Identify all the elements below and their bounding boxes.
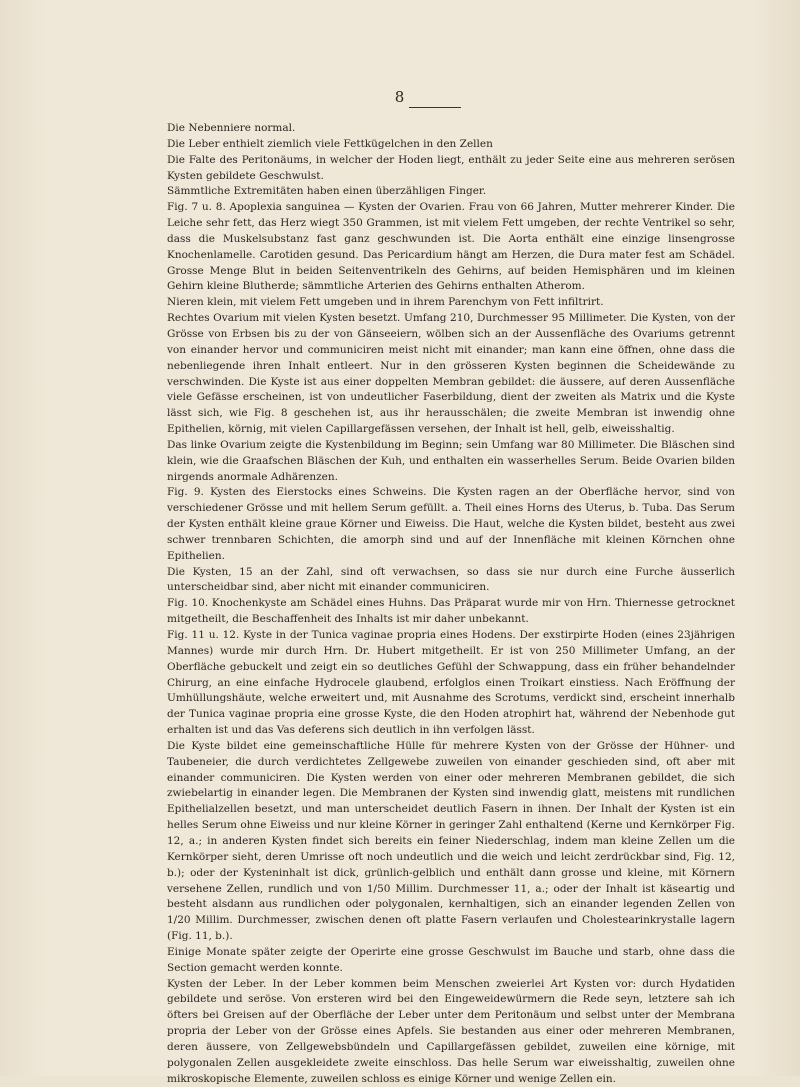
paragraph: Die Leber enthielt ziemlich viele Fettkügelchen in den Zellen xyxy=(167,137,493,150)
paragraph: Fig. 9. Kysten des Eierstocks eines Schweins. Die Kysten ragen an der Oberfläche hervor, sind von verschiedener Grösse und mit hellem Serum gefüllt. a. Theil eines Horns des Uterus, b. Tuba. Das Serum der Kysten enthält kleine graue Körner und Eiweiss. Die Haut, welche die Kysten bildet, besteht aus zwei schwer trennbaren Schichten, die amorph sind und auf der Innenfläche mit kleinen Körnchen ohne Epithelien. xyxy=(167,486,735,562)
page-number-rule xyxy=(409,107,461,108)
paragraph: Einige Monate später zeigte der Operirte eine grosse Geschwulst im Bauche und starb, ohne dass die Section gemacht werden konnte. xyxy=(167,945,735,974)
paragraph: Die Kyste bildet eine gemeinschaftliche Hülle für mehrere Kysten von der Grösse der Hühner- und Taubeneier, die durch verdichtetes Zellgewebe zuweilen von einander geschieden sind, oft aber mit einander communiciren. Die Kysten werden von einer oder mehreren Membranen gebildet, die sich zwiebelartig in einander legen. Die Membranen der Kysten sind inwendig glatt, meistens mit rundlichen Epithelialzellen besetzt, und man unterscheidet deutlich Fasern in ihnen. Der Inhalt der Kysten ist ein helles Serum ohne Eiweiss und nur kleine Körner in geringer Zahl enthaltend (Kerne und Kernkörper Fig. 12, a.; in anderen Kysten findet sich bereits ein feiner Niederschlag, indem man kleine Zellen um die Kernkörper sieht, deren Umrisse oft noch undeutlich und die weich und leicht zerdrückbar sind, Fig. 12, b.); oder der Kysteninhalt ist dick, grünlich-gelblich und enthält dann grosse und kleine, mit Körnern versehene Zellen, rundlich und von 1/50 Millim. Durchmesser 11, a.; oder der Inhalt ist käseartig und besteht alsdann aus rundlichen oder polygonalen, kernhaltigen, sich an einander legenden Zellen von 1/20 Millim. Durchmesser, zwischen denen oft platte Fasern verlaufen und Cholestearinkrystalle lagern (Fig. 11, b.). xyxy=(167,739,735,943)
page-number: 8 xyxy=(394,88,406,106)
paragraph: Rechtes Ovarium mit vielen Kysten besetzt. Umfang 210, Durchmesser 95 Millimeter. Die Kysten, von der Grösse von Erbsen bis zu der von Gänseeiern, wölben sich an der Aussenfläche des Ovariums getrennt von einander hervor und communiciren meist nicht mit einander; man kann eine öffnen, ohne dass die nebenliegende ihren Inhalt entleert. Nur in den grösseren Kysten beginnen die Scheidewände zu verschwinden. Die Kyste ist aus einer doppelten Membran gebildet: die äussere, auf deren Aussenfläche viele Gefässe erscheinen, ist von undeutlicher Faserbildung, dient der zweiten als Matrix und die Kyste lässt sich, wie Fig. 8 geschehen ist, aus ihr herausschälen; die zweite Membran ist inwendig ohne Epithelien, körnig, mit vielen Capillargefässen versehen, der Inhalt ist hell, gelb, eiweisshaltig. xyxy=(167,312,735,436)
paragraph: Sämmtliche Extremitäten haben einen überzähligen Finger. xyxy=(167,185,487,198)
body-text xyxy=(167,121,735,1087)
paragraph: Kysten der Leber. In der Leber kommen beim Menschen zweierlei Art Kysten vor: durch Hydatiden gebildete und seröse. Von ersteren wird bei den Eingeweidewürmern die Rede seyn, letztere sah ich öfters bei Greisen auf der Oberfläche der Leber unter dem Peritonäum und selbst unter der Membrana propria der Leber von der Grösse eines Apfels. Sie bestanden aus einer oder mehreren Membranen, deren äussere, von Zellgewebsbündeln und Capillargefässen gebildet, zuweilen eine körnige, mit polygonalen Zellen ausgekleidete zweite einschloss. Das helle Serum war eiweisshaltig, zuweilen ohne mikroskopische Elemente, zuweilen schloss es einige Körner und wenige Zellen ein. xyxy=(167,977,735,1085)
paragraph: Fig. 11 u. 12. Kyste in der Tunica vaginae propria eines Hodens. Der exstirpirte Hoden (eines 23jährigen Mannes) wurde mir durch Hrn. Dr. Hubert mitgetheilt. Er ist von 250 Millimeter Umfang, an der Oberfläche gebuckelt und zeigt ein so deutliches Gefühl der Schwappung, dass ein früher behandelnder Chirurg, an eine einfache Hydrocele glaubend, erfolglos einen Troikart einstiess. Nach Eröffnung der Umhüllungshäute, welche erweitert und, mit Ausnahme des Scrotums, verdickt sind, erscheint innerhalb der Tunica vaginae propria eine grosse Kyste, die den Hoden atrophirt hat, während der Nebenhode gut erhalten ist und das Vas deferens sich deutlich in ihn verfolgen lässt. xyxy=(167,629,735,737)
paragraph: Fig. 10. Knochenkyste am Schädel eines Huhns. Das Präparat wurde mir von Hrn. Thiernesse getrocknet mitgetheilt, die Beschaffenheit des Inhalts ist mir daher unbekannt. xyxy=(167,597,735,626)
paragraph: Die Falte des Peritonäums, in welcher der Hoden liegt, enthält zu jeder Seite eine aus mehreren serösen Kysten gebildete Geschwulst. xyxy=(167,153,735,182)
paragraph: Nieren klein, mit vielem Fett umgeben und in ihrem Parenchym von Fett infiltrirt. xyxy=(167,296,604,309)
paragraph: Das linke Ovarium zeigte die Kystenbildung im Beginn; sein Umfang war 80 Millimeter. Die Bläschen sind klein, wie die Graafschen Bläschen der Kuh, und enthalten ein wasserhelles Serum. Beide Ovarien bilden nirgends anormale Adhärenzen. xyxy=(167,438,735,483)
paragraph: Die Kysten, 15 an der Zahl, sind oft verwachsen, so dass sie nur durch eine Furche äusserlich unterscheidbar sind, aber nicht mit einander communiciren. xyxy=(167,565,735,594)
paragraph: Fig. 7 u. 8. Apoplexia sanguinea — Kysten der Ovarien. Frau von 66 Jahren, Mutter mehrerer Kinder. Die Leiche sehr fett, das Herz wiegt 350 Grammen, ist mit vielem Fett umgeben, der rechte Ventrikel so sehr, dass die Muskelsubstanz fast ganz geschwunden ist. Die Aorta enthält eine einzige linsengrosse Knochenlamelle. Carotiden gesund. Das Pericardium hängt am Herzen, die Dura mater fest am Schädel. Grosse Menge Blut in beiden Seitenventrikeln des Gehirns, auf beiden Hemisphären und im kleinen Gehirn kleine Blutherde; sämmtliche Arterien des Gehirns enthalten Atherom. xyxy=(167,201,735,293)
paragraph: Die Nebenniere normal. xyxy=(167,122,296,134)
